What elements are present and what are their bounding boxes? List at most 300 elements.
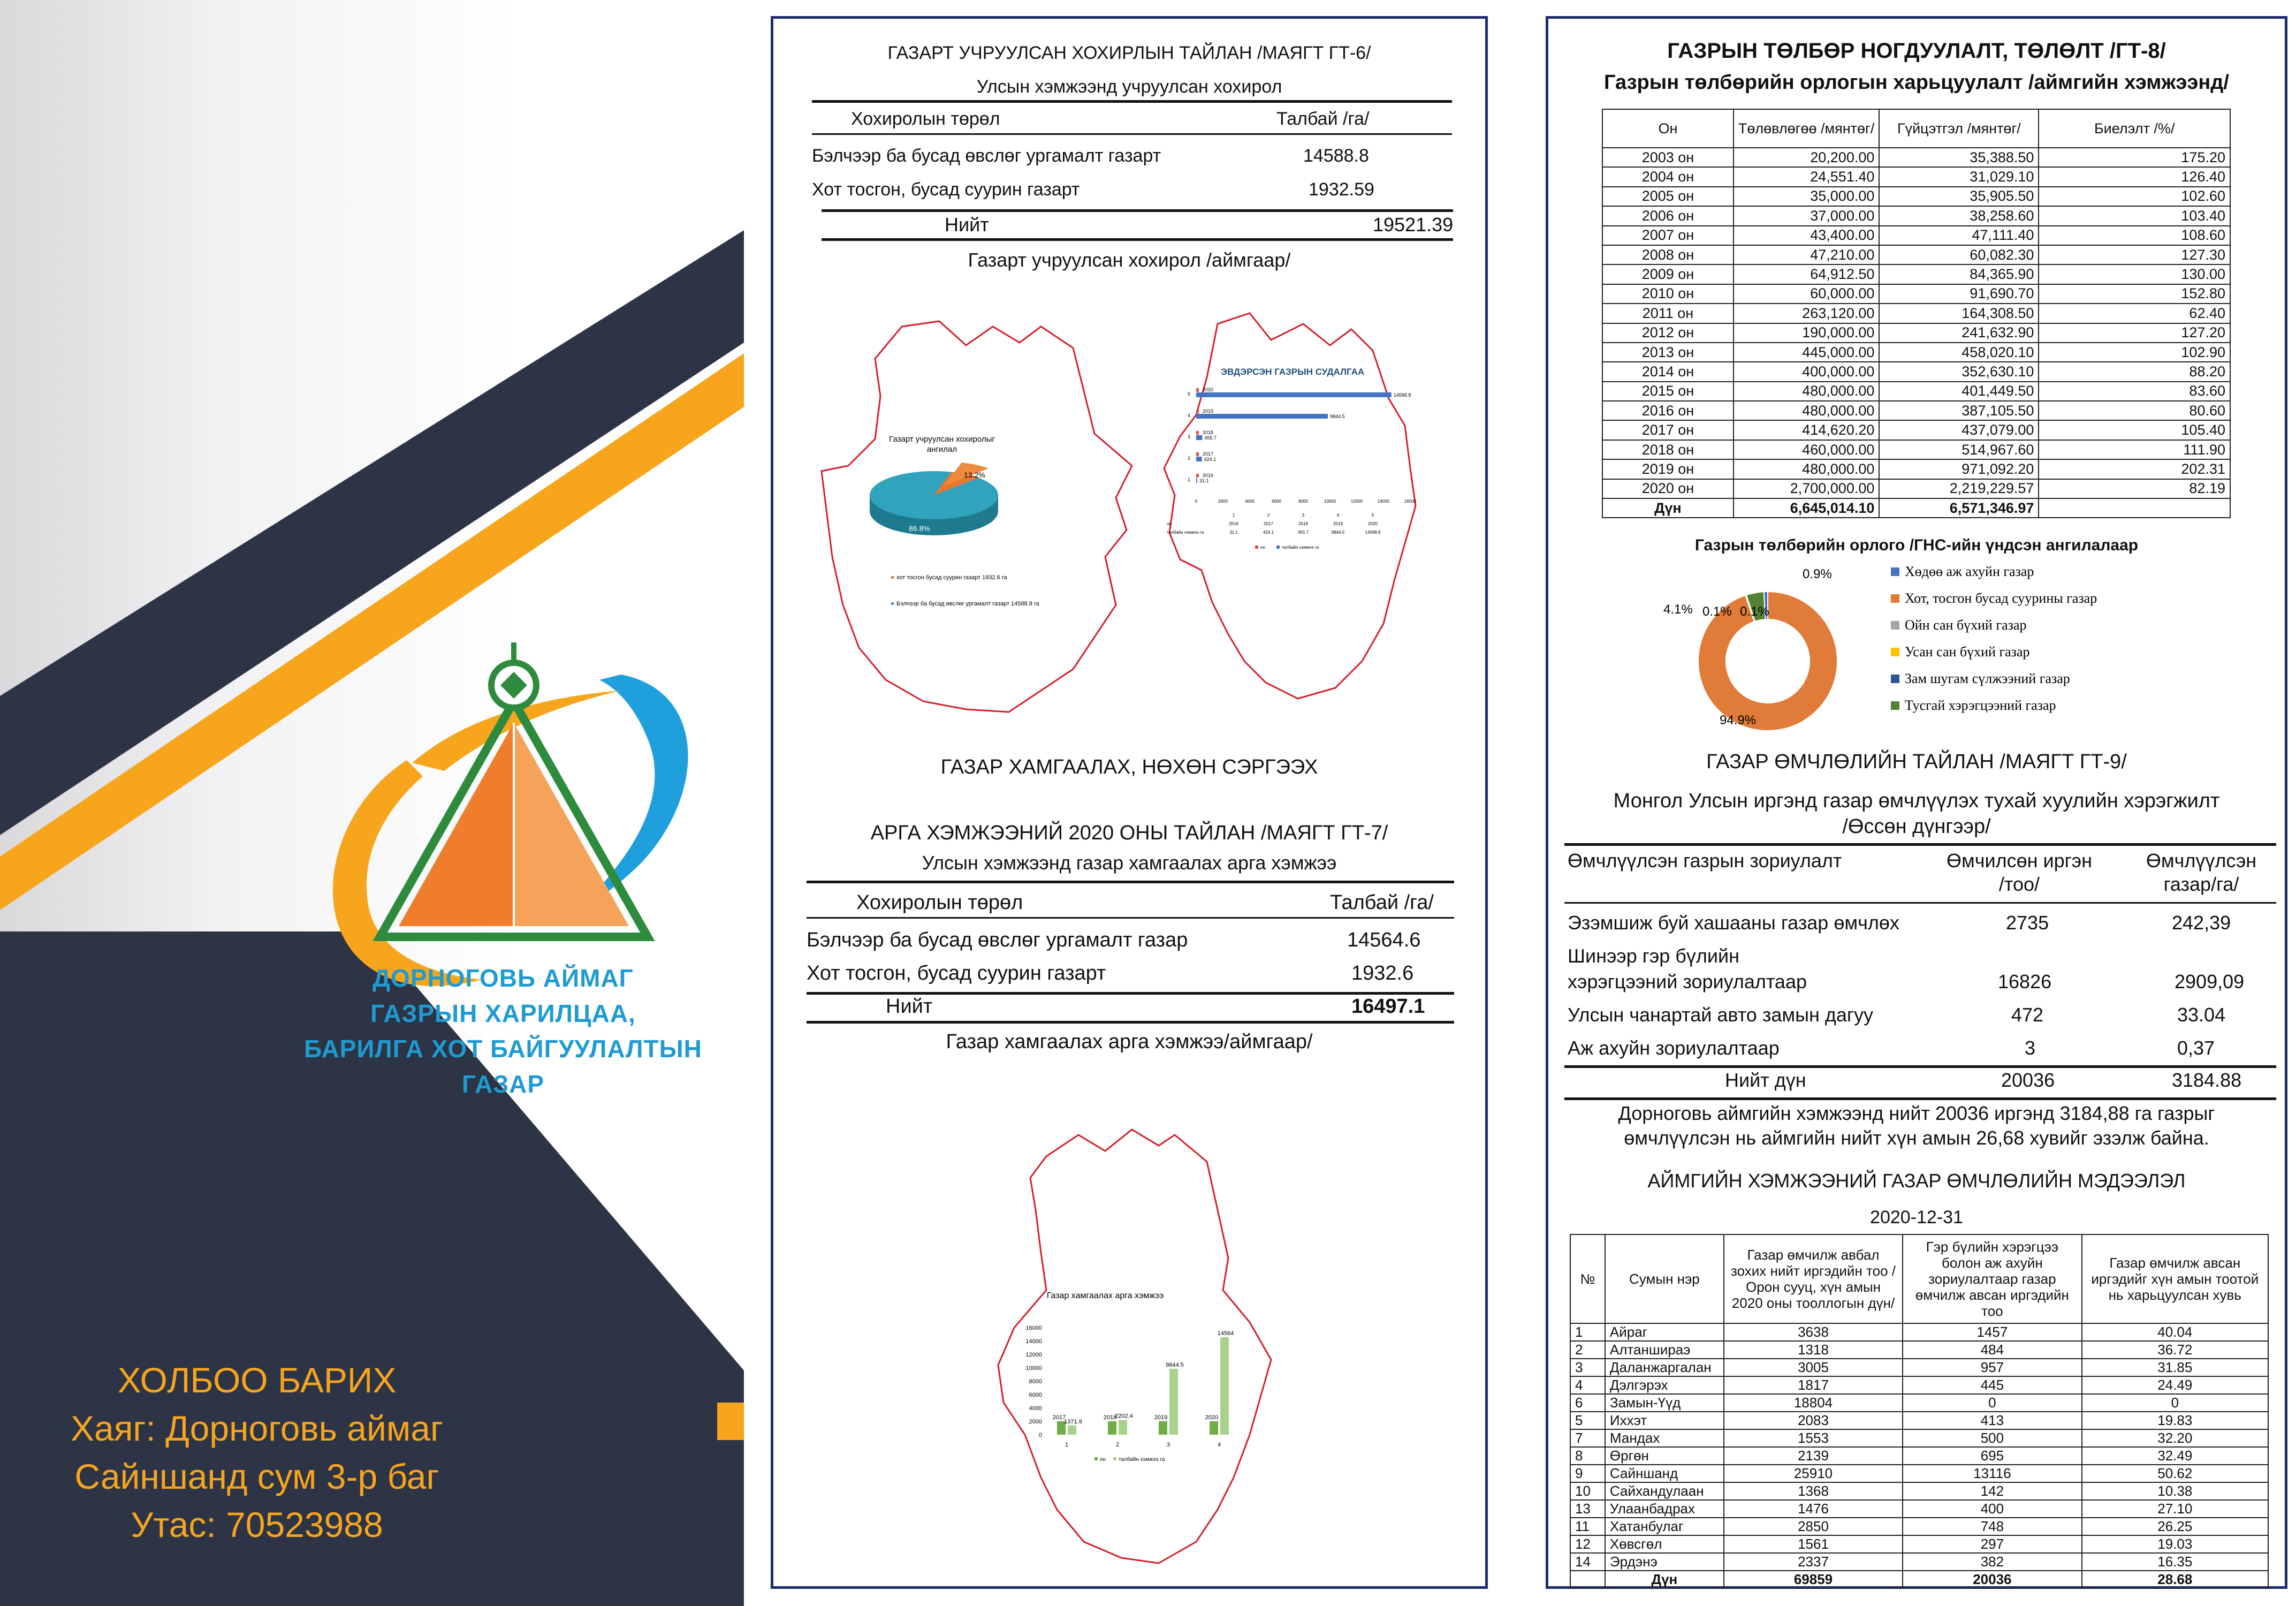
hbar-bar-4 [1196,392,1392,397]
sum-table-cell: 19.03 [2082,1535,2268,1553]
donut-legend-label-4: Зам шугам сүлжээний газар [1905,671,2070,686]
land-fee-cell: 437,079.00 [1879,420,2039,440]
hbar-bar-0 [1196,478,1197,483]
gt9-note-2: өмчлүүлсэн нь аймгийн нийт хүн амын 26,68 хувийг эзэлж байна. [1624,1127,2209,1149]
sum-table-cell: 36.72 [2082,1341,2268,1359]
land-fee-cell: 80.60 [2039,401,2230,420]
land-fee-cell: 480,000.00 [1734,401,1879,420]
sum-table-cell: 27.10 [2082,1500,2268,1518]
sum-table-row [1570,1535,2268,1553]
land-fee-cell: 130.00 [2039,264,2230,284]
gt7-row-2-value: 1932.6 [1351,962,1414,984]
hbar-xtick-5: 10000 [1324,499,1336,504]
hbar-bar-2 [1196,435,1202,440]
vbar-title: Газар хамгаалах арга хэмжээ [1046,1291,1164,1300]
land-fee-cell: 111.90 [2039,440,2230,459]
hbar-legend-swatch-0 [1255,546,1258,549]
sum-table-cell: 8 [1570,1447,1605,1465]
sum-table-cell: 445 [1903,1376,2081,1394]
land-fee-cell: 24,551.40 [1734,167,1879,186]
gt9-col-owners-unit: /тоо/ [1998,873,2040,895]
sum-table-cell: 2083 [1724,1412,1903,1429]
vbar-year-bar-3 [1210,1421,1218,1435]
aimag-map-damage-bars [1159,292,1448,720]
sum-table-row [1570,1553,2268,1571]
sum-table-cell: Дэлгэрэх [1605,1376,1724,1394]
hbar-table-cat-2: 3 [1302,513,1305,518]
hbar-table-value-1: 424.1 [1263,530,1274,535]
org-name-line-1: ДОРНОГОВЬ АЙМАГ [372,964,634,992]
vbar-category-0: 1 [1065,1442,1069,1448]
hbar-table-cat-1: 2 [1267,513,1270,518]
land-fee-cell: 2015 он [1602,382,1734,401]
damage-pie-legend-1: хот тосгон бусад суурин газарт 1932.6 га [896,574,1007,581]
sum-table-cell: 748 [1903,1518,2081,1535]
gt6-row-2-value: 1932.59 [1309,179,1374,200]
land-fee-cell: 387,105.50 [1879,401,2039,420]
hbar-table-value-4: 14588.8 [1365,530,1381,535]
land-fee-cell: 20,200.00 [1734,148,1879,167]
damage-pie-label-big: 86.8% [909,524,930,533]
gt9-row-1-area: 242,39 [2172,912,2231,934]
vbar-year-bar-1 [1108,1421,1116,1435]
hbar-bar-1 [1196,457,1202,461]
sum-table-cell: 2850 [1724,1518,1903,1535]
land-fee-cell: 2009 он [1602,264,1734,284]
land-fee-total-cell: Дүн [1602,498,1734,518]
contact-phone[interactable]: Утас: 70523988 [131,1505,383,1544]
land-fee-cell: 62.40 [2039,304,2230,323]
vbar-year-label-2: 2019 [1154,1414,1168,1421]
land-fee-row [1602,420,2230,440]
donut-legend-label-0: Хөдөө аж ахуйн газар [1905,564,2034,579]
hbar-value-label-0: 31.1 [1199,478,1209,483]
land-fee-cell: 241,632.90 [1879,323,2039,343]
hbar-xtick-8: 16000 [1404,499,1417,504]
land-fee-cell: 152.80 [2039,284,2230,304]
gt6-row-1-label: Бэлчээр ба бусад өвслөг ургамалт газарт [812,146,1161,166]
sum-table-row [1570,1323,2268,1341]
gt9-row-4-label: Аж ахуйн зориулалтаар [1568,1037,1780,1059]
land-fee-cell: 37,000.00 [1734,206,1879,225]
hbar-year-label-2: 2018 [1203,430,1214,435]
land-fee-cell: 971,092.20 [1879,459,2039,479]
sum-table-cell: 957 [1903,1359,2081,1376]
sum-table-cell: 297 [1903,1535,2081,1553]
land-fee-col-plan: Төлөвлөгөө /мянтөг/ [1734,109,1879,148]
land-fee-cell: 352,630.10 [1879,362,2039,381]
sum-table-date: 2020-12-31 [1870,1207,1963,1228]
vbar-value-label-1: 2202.4 [1115,1413,1133,1420]
land-fee-cell: 2013 он [1602,343,1734,362]
sum-table-row [1570,1394,2268,1412]
land-fee-row [1602,206,2230,225]
gt9-col-purpose: Өмчлүүлсэн газрын зориулалт [1568,850,1842,872]
land-fee-cell: 108.60 [2039,226,2230,245]
land-fee-cell: 2006 он [1602,206,1734,225]
gt9-col-area-unit: газар/га/ [2163,873,2239,895]
sum-table-row [1570,1376,2268,1394]
aimag-map-protection-bars [982,1113,1298,1574]
land-fee-row [1602,284,2230,304]
gt6-subtitle: Улсын хэмжээнд учруулсан хохирол [976,77,1282,97]
land-fee-row [1602,245,2230,264]
sum-table-cell: 13 [1570,1500,1605,1518]
sum-table-cell: 142 [1903,1482,2081,1500]
land-fee-cell: 102.60 [2039,187,2230,206]
sum-table-cell: Алтаншираэ [1605,1341,1724,1359]
land-fee-cell: 480,000.00 [1734,382,1879,401]
sum-table-cell: 11 [1570,1518,1605,1535]
sum-table-cell: 2139 [1724,1447,1903,1465]
donut-label-4: 94.9% [1720,713,1757,728]
gt6-title: ГАЗАРТ УЧРУУЛСАН ХОХИРЛЫН ТАЙЛАН /МАЯГТ ГТ-6/ [887,43,1371,63]
land-fee-cell: 83.60 [2039,382,2230,401]
land-fee-cell: 38,258.60 [1879,206,2039,225]
sum-table-title: АЙМГИЙН ХЭМЖЭЭНИЙ ГАЗАР ӨМЧЛӨЛИЙН МЭДЭЭЛЭЛ [1647,1170,2186,1192]
land-fee-cell: 2019 он [1602,459,1734,479]
donut-label-2: 0.1% [1702,604,1732,619]
sum-table-cell: 382 [1903,1553,2081,1571]
vbar-legend-0: он [1100,1457,1106,1463]
gt9-row-1-count: 2735 [2006,912,2049,934]
donut-legend-swatch-4 [1891,675,1899,683]
sum-ownership-table [1570,1234,2269,1589]
sum-table-total-cell: 20036 [1903,1571,2081,1588]
sum-table-row [1570,1341,2268,1359]
gt9-row-3-label: Улсын чанартай авто замын дагуу [1568,1004,1874,1026]
donut-legend-swatch-0 [1891,567,1899,576]
vbar-value-label-3: 14564 [1217,1330,1234,1337]
hbar-value-label-1: 424.1 [1204,457,1217,462]
gt9-subtitle-2: /Өссөн дүнгээр/ [1842,815,1991,838]
sum-table-cell: 13116 [1903,1465,2081,1482]
vbar-ytick-4: 8000 [1029,1378,1042,1385]
vbar-year-label-1: 2018 [1103,1414,1117,1421]
hbar-table-value-0: 31.1 [1229,530,1238,535]
hbar-legend-swatch-1 [1276,546,1280,549]
donut-legend-swatch-2 [1891,621,1899,630]
sum-col-owners: Гэр бүлийн хэрэгцээ болон аж ахуйн зориулалтаар газар өмчилж авсан иргэдийн тоо [1903,1234,2081,1323]
gt9-subtitle-1: Монгол Улсын иргэнд газар өмчлүүлэх тухай хуулийн хэрэгжилт [1613,790,2220,812]
sum-table-cell: 40.04 [2082,1323,2268,1341]
sum-table-cell: 4 [1570,1376,1605,1394]
sum-table-cell: 50.62 [2082,1465,2268,1482]
vbar-legend-swatch-1 [1113,1457,1116,1460]
damage-pie-label-small: 13.2% [964,471,985,479]
land-fee-row [1602,226,2230,245]
sum-table-cell: 2 [1570,1341,1605,1359]
org-name-line-4: ГАЗАР [461,1070,545,1098]
vbar-ytick-5: 6000 [1029,1392,1042,1398]
vbar-value-bar-2 [1169,1369,1178,1435]
land-fee-cell: 263,120.00 [1734,304,1879,323]
land-fee-row [1602,459,2230,479]
land-fee-cell: 88.20 [2039,362,2230,381]
land-fee-table [1602,109,2231,518]
hbar-year-label-4: 2020 [1203,387,1214,392]
land-fee-row [1602,401,2230,420]
hbar-bar-3 [1196,414,1328,419]
sum-col-no: № [1570,1234,1605,1323]
sum-table-cell: 32.20 [2082,1429,2268,1447]
hbar-category-3: 4 [1188,413,1191,418]
hbar-table-value-3: 9844.5 [1331,530,1345,535]
land-fee-row [1602,323,2230,343]
sum-table-cell: 500 [1903,1429,2081,1447]
sum-table-row [1570,1465,2268,1482]
gt6-by-aimag-title: Газарт учруулсан хохирол /аймгаар/ [968,249,1291,271]
vbar-year-label-3: 2020 [1205,1414,1219,1421]
sum-table-cell: 3005 [1724,1359,1903,1376]
hbar-xtick-1: 2000 [1218,499,1228,504]
vbar-ytick-2: 12000 [1025,1352,1042,1358]
sum-table-cell: 7 [1570,1429,1605,1447]
sum-table-cell: Сайхандулаан [1605,1482,1724,1500]
land-fee-row [1602,304,2230,323]
land-fee-cell: 64,912.50 [1734,264,1879,284]
land-fee-cell: 35,388.50 [1879,148,2039,167]
gt7-row-2-label: Хот тосгон, бусад суурин газарт [807,962,1106,984]
hbar-table-year-1: 2017 [1264,521,1273,526]
sum-table-cell: 695 [1903,1447,2081,1465]
sum-table-cell: 1457 [1903,1323,2081,1341]
sum-table-cell: Хатанбулаг [1605,1518,1724,1535]
hbar-table-cat-4: 5 [1371,513,1374,518]
gt6-total-value: 19521.39 [1373,214,1454,236]
gt7-subtitle: Улсын хэмжээнд газар хамгаалах арга хэмжээ [922,852,1337,874]
gt7-col-type: Хохиролын төрөл [856,891,1023,914]
sum-table-cell: 32.49 [2082,1447,2268,1465]
land-fee-cell: 102.90 [2039,343,2230,362]
hbar-value-label-3: 9844.5 [1330,414,1345,419]
hbar-year-label-1: 2017 [1203,451,1214,457]
gt7-total-label: Нийт [886,995,933,1018]
sum-table-cell: 3 [1570,1359,1605,1376]
vbar-legend-swatch-0 [1094,1457,1098,1460]
gt9-col-area: Өмчлүүлсэн [2146,850,2257,872]
land-fee-row [1602,264,2230,284]
gt7-by-aimag-title: Газар хамгаалах арга хэмжээ/аймгаар/ [946,1031,1313,1053]
land-fee-cell: 2005 он [1602,187,1734,206]
land-fee-cell: 2004 он [1602,167,1734,186]
donut-legend-label-1: Хот, тосгон бусад суурины газар [1905,590,2097,606]
land-fee-cell: 202.31 [2039,459,2230,479]
vbar-year-bar-2 [1159,1421,1167,1435]
donut-legend-label-3: Усан сан бүхий газар [1905,644,2030,660]
hbar-category-0: 1 [1188,477,1191,482]
sum-table-row [1570,1359,2268,1376]
land-fee-cell: 2,219,229.57 [1879,479,2039,498]
orange-edge-band [717,1403,744,1440]
sum-table-cell: Замын-Үүд [1605,1394,1724,1412]
donut-legend-swatch-1 [1891,594,1899,603]
sum-table-row [1570,1447,2268,1465]
sum-table-cell: 25910 [1724,1465,1903,1482]
land-fee-cell: 401,449.50 [1879,382,2039,401]
gt6-row-2-label: Хот тосгон, бусад суурин газарт [812,179,1080,200]
middle-panel [771,16,1488,1589]
hbar-xtick-7: 14000 [1377,499,1390,504]
land-fee-cell: 2020 он [1602,479,1734,498]
gt7-heading-1: ГАЗАР ХАМГААЛАХ, НӨХӨН СЭРГЭЭХ [940,756,1318,778]
vbar-ytick-1: 14000 [1025,1338,1042,1345]
land-fee-cell: 445,000.00 [1734,343,1879,362]
sum-table-row [1570,1429,2268,1447]
land-fee-row [1602,440,2230,459]
sum-table-cell: Иххэт [1605,1412,1724,1429]
land-fee-cell: 35,000.00 [1734,187,1879,206]
land-fee-cell: 2003 он [1602,148,1734,167]
gt9-row-3-count: 472 [2011,1004,2044,1026]
gt9-row-2-label-1: Шинээр гэр бүлийн [1568,945,1739,967]
donut-legend-swatch-3 [1891,648,1899,656]
vbar-ytick-3: 10000 [1025,1365,1042,1372]
land-fee-cell: 460,000.00 [1734,440,1879,459]
vbar-value-bar-1 [1119,1420,1127,1435]
land-fee-cell: 2018 он [1602,440,1734,459]
land-fee-cell: 2012 он [1602,323,1734,343]
sum-table-cell: 400 [1903,1500,2081,1518]
gt9-row-2-label: хэрэгцээний зориулалтаар [1568,971,1807,993]
vbar-value-bar-3 [1220,1337,1229,1435]
vbar-year-label-0: 2017 [1052,1414,1066,1421]
sum-table-cell: 0 [2082,1394,2268,1412]
sum-table-cell: 9 [1570,1465,1605,1482]
hbar-table-year-3: 2019 [1333,521,1343,526]
land-fee-cell: 458,020.10 [1879,343,2039,362]
hbar-table-cat-0: 1 [1232,513,1235,518]
hbar-legend-1: талбайн хэмжээ га [1282,545,1319,550]
hbar-table-year-0: 2016 [1229,521,1238,526]
land-fee-cell: 31,029.10 [1879,167,2039,186]
sum-table-total-cell [1570,1571,1605,1588]
damage-pie-legend-2: Бэлчээр ба бусад өвслөг ургамалт газарт 14588.8 га [896,601,1039,607]
sum-table-cell: 1 [1570,1323,1605,1341]
land-fee-cell: 2016 он [1602,401,1734,420]
gt6-col-area: Талбай /га/ [1276,109,1370,129]
hbar-year-bar-0 [1196,474,1199,478]
damage-pie-title-2: ангилал [926,445,957,454]
gt9-total-count: 20036 [2001,1069,2055,1091]
land-fee-col-year: Он [1602,109,1734,148]
hbar-table-series-1: талбайн хэмжээ га [1167,530,1204,535]
sum-table-cell: 484 [1903,1341,2081,1359]
donut-title: Газрын төлбөрийн орлого /ГНС-ийн үндсэн ангилалаар [1694,536,2139,554]
sum-table-cell: 1318 [1724,1341,1903,1359]
damage-survey-chart [1167,367,1417,550]
contact-title: ХОЛБОО БАРИХ [117,1360,397,1400]
hbar-value-label-4: 14588.8 [1393,392,1411,398]
gt7-row-1-label: Бэлчээр ба бусад өвслөг ургамалт газар [807,929,1188,951]
right-panel [1546,16,2287,1589]
hbar-year-bar-1 [1196,452,1199,456]
sum-table-cell: 5 [1570,1412,1605,1429]
gt9-col-owners: Өмчилсөн иргэн [1946,850,2093,872]
gt6-row-1-value: 14588.8 [1303,146,1369,166]
donut-label-0: 0.9% [1803,567,1832,581]
land-fee-cell: 414,620.20 [1734,420,1879,440]
land-fee-cell: 82.19 [2039,479,2230,498]
org-name-line-2: ГАЗРЫН ХАРИЛЦАА, [370,999,636,1027]
land-fee-cell: 2017 он [1602,420,1734,440]
land-fee-cell: 2010 он [1602,284,1734,304]
land-fee-cell: 2007 он [1602,226,1734,245]
land-fee-cell: 105.40 [2039,420,2230,440]
land-fee-cell: 127.30 [2039,245,2230,264]
sum-table-total-row [1570,1571,2268,1588]
vbar-value-label-0: 1371.9 [1064,1418,1082,1425]
vbar-category-2: 3 [1166,1442,1170,1448]
vbar-category-1: 2 [1115,1442,1120,1448]
land-fee-donut-chart [1663,557,2175,749]
hbar-xtick-4: 8000 [1298,499,1308,504]
gt9-row-1-label: Эзэмшиж буй хашааны газар өмчлөх [1568,912,1899,934]
hbar-category-1: 2 [1188,456,1191,461]
land-fee-row [1602,187,2230,206]
hbar-value-label-2: 455.7 [1204,435,1217,441]
vbar-ytick-8: 0 [1038,1432,1042,1438]
land-fee-cell: 43,400.00 [1734,226,1879,245]
sum-table-cell: 10.38 [2082,1482,2268,1500]
hbar-xtick-3: 6000 [1272,499,1281,504]
sum-table-cell: 18804 [1724,1394,1903,1412]
gt8-subtitle: Газрын төлбөрийн орлогын харьцуулалт /аймгийн хэмжээнд/ [1604,71,2229,94]
gt9-title: ГАЗАР ӨМЧЛӨЛИЙН ТАЙЛАН /МАЯГТ ГТ-9/ [1706,751,2127,773]
land-fee-row [1602,362,2230,381]
gt7-heading-2: АРГА ХЭМЖЭЭНИЙ 2020 ОНЫ ТАЙЛАН /МАЯГТ ГТ-7/ [870,822,1388,844]
sum-table-cell: 1817 [1724,1376,1903,1394]
sum-table-cell: 24.49 [2082,1376,2268,1394]
gt9-row-3-area: 33.04 [2177,1004,2226,1026]
sum-table-cell: Хөвсгөл [1605,1535,1724,1553]
land-fee-cell: 103.40 [2039,206,2230,225]
sum-table-cell: 3638 [1724,1323,1903,1341]
hbar-xtick-6: 12000 [1350,499,1363,504]
sum-table-cell: Мандах [1605,1429,1724,1447]
sum-table-cell: 1476 [1724,1500,1903,1518]
sum-table-row [1570,1518,2268,1535]
vbar-value-bar-0 [1068,1426,1076,1435]
land-fee-cell: 2008 он [1602,245,1734,264]
contact-address-1: Хаяг: Дорноговь аймаг [70,1408,444,1448]
sum-table-cell: 19.83 [2082,1412,2268,1429]
vbar-ytick-6: 4000 [1029,1405,1042,1412]
gt6-total-label: Нийт [945,214,989,236]
hbar-xtick-0: 0 [1195,499,1198,504]
land-fee-total-cell: 6,571,346.97 [1879,498,2039,518]
sum-table-cell: 6 [1570,1394,1605,1412]
land-fee-cell: 60,000.00 [1734,284,1879,304]
hbar-table-value-2: 455.7 [1297,530,1309,535]
gt9-total-label: Нийт дүн [1725,1069,1806,1091]
gt9-row-4-area: 0,37 [2177,1037,2215,1059]
land-fee-col-actual: Гүйцэтгэл /мянтөг/ [1879,109,2039,148]
land-fee-cell: 164,308.50 [1879,304,2039,323]
donut-legend-label-2: Ойн сан бүхий газар [1905,617,2027,633]
hbar-title: ЭВДЭРСЭН ГАЗРЫН СУДАЛГАА [1220,367,1365,377]
protection-measures-chart [1025,1291,1234,1463]
sum-table-cell: Улаанбадрах [1605,1500,1724,1518]
sum-col-name: Сумын нэр [1605,1234,1724,1323]
sum-col-eligible: Газар өмчилж авбал зохих нийт иргэдийн тоо / Орон сууц, хүн амын 2020 оны тооллогын дүн/ [1724,1234,1903,1323]
sum-table-cell: 16.35 [2082,1553,2268,1571]
hbar-year-bar-4 [1196,388,1199,392]
gt6-col-type: Хохиролын төрөл [851,109,1000,129]
land-fee-cell: 190,000.00 [1734,323,1879,343]
sum-table-row [1570,1500,2268,1518]
org-name-line-3: БАРИЛГА ХОТ БАЙГУУЛАЛТЫН [304,1035,702,1063]
